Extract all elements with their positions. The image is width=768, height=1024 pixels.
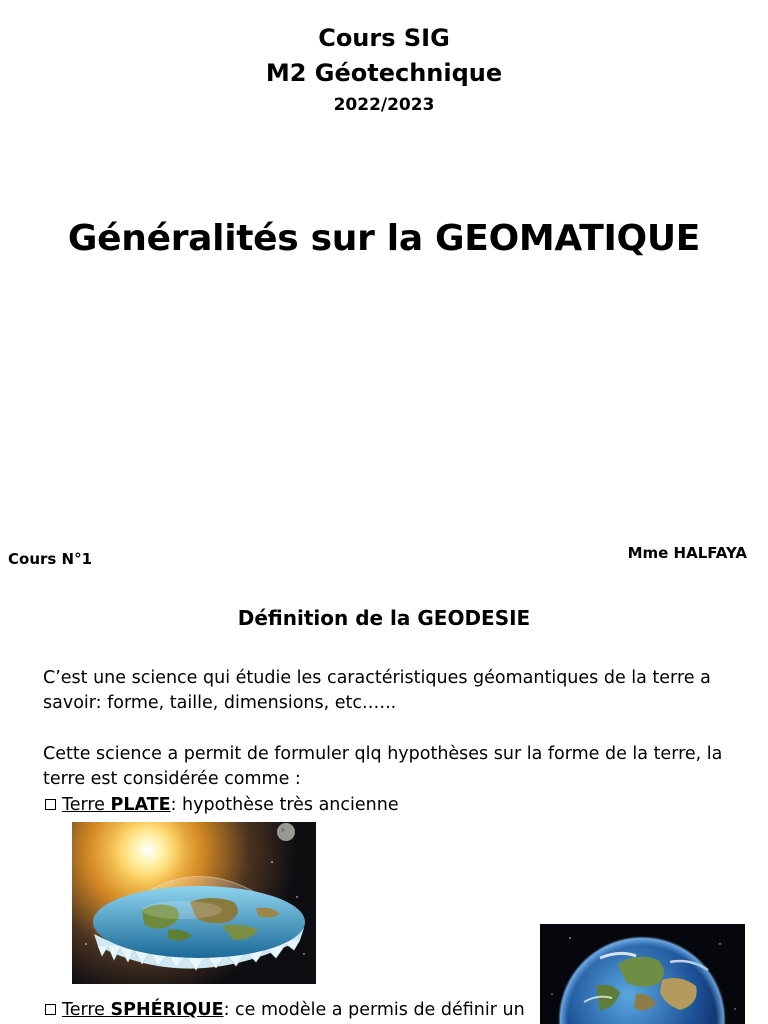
section-heading: Définition de la GEODESIE: [237, 606, 531, 630]
hypothesis-paragraph: Cette science a permit de formuler qlq hypothèses sur la forme de la terre, la terre est considérée comme :: [43, 744, 723, 789]
course-year: 2022/2023: [333, 95, 435, 115]
bullet-prefix: Terre: [62, 795, 111, 815]
bullet-flat-earth: [45, 793, 399, 818]
flat-earth-illustration: [72, 822, 316, 984]
definition-paragraph: C’est une science qui étudie les caractéristiques géomantiques de la terre a savoir: forme, taille, dimensions, etc.…..: [43, 668, 711, 713]
bullet-keyword: SPHÉRIQUE: [110, 1000, 224, 1020]
page-title: Généralités sur la GEOMATIQUE: [67, 218, 701, 259]
checkbox-bullet-icon: [45, 1004, 56, 1015]
course-level: M2 Géotechnique: [265, 59, 503, 87]
bullet-text: : hypothèse très ancienne: [170, 795, 399, 815]
earth-globe-photo: [540, 924, 745, 1024]
bullet-text: : ce modèle a permis de définir un: [223, 1000, 525, 1020]
bullet-keyword: PLATE: [110, 795, 171, 815]
checkbox-bullet-icon: [45, 799, 56, 810]
bullet-spherical-earth: [45, 998, 525, 1023]
course-title: Cours SIG: [318, 24, 450, 52]
lesson-number: Cours N°1: [8, 550, 93, 568]
author-name: Mme HALFAYA: [627, 544, 747, 562]
bullet-prefix: Terre: [62, 1000, 111, 1020]
